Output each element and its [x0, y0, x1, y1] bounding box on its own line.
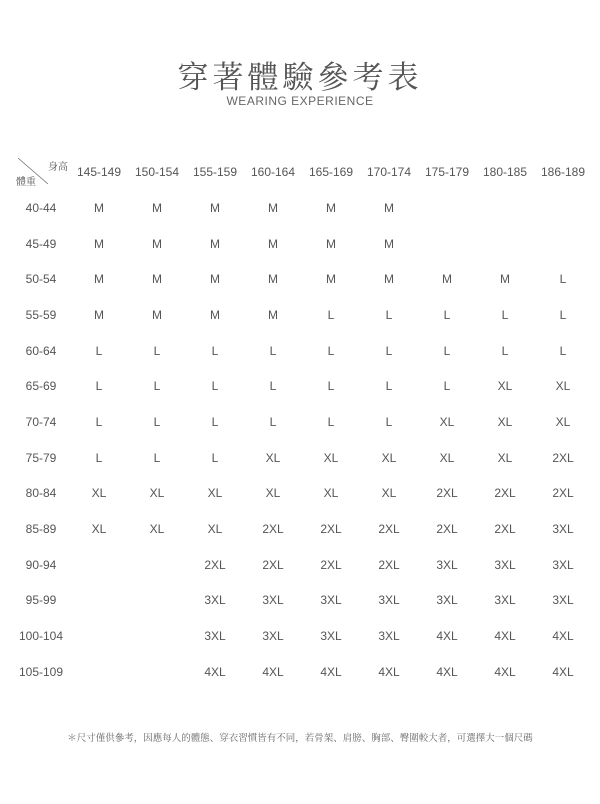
size-cell: M: [210, 200, 220, 215]
weight-label: 55-59: [25, 307, 57, 322]
size-cell: 2XL: [320, 557, 342, 572]
weight-label: 60-64: [25, 343, 57, 358]
size-cell: [128, 618, 186, 654]
size-cell: 2XL: [262, 557, 284, 572]
size-cell: L: [559, 343, 567, 358]
weight-label: 105-109: [18, 664, 64, 679]
size-cell: 2XL: [436, 486, 458, 501]
size-cell: 3XL: [494, 557, 516, 572]
size-cell: L: [95, 379, 103, 394]
size-cell: 3XL: [436, 593, 458, 608]
size-cell: L: [385, 379, 393, 394]
size-cell: XL: [555, 414, 571, 429]
size-cell: XL: [207, 522, 223, 537]
size-cell: 3XL: [552, 593, 574, 608]
size-cell: XL: [265, 486, 281, 501]
size-cell: [128, 654, 186, 690]
size-cell: 4XL: [436, 664, 458, 679]
table-row: [12, 476, 592, 512]
size-cell: L: [501, 343, 509, 358]
size-cell: M: [268, 200, 278, 215]
size-cell: L: [269, 414, 277, 429]
size-cell: M: [384, 236, 394, 251]
weight-label: 70-74: [25, 414, 57, 429]
size-cell: [70, 654, 128, 690]
size-cell: 2XL: [320, 522, 342, 537]
page-title: 穿著體驗參考表: [177, 60, 423, 96]
size-cell: [128, 583, 186, 619]
size-cell: XL: [497, 414, 513, 429]
size-cell: L: [443, 307, 451, 322]
size-cell: [534, 190, 592, 226]
footnote: ＊尺寸僅供參考，因應每人的體態、穿衣習慣皆有不同，若骨架、肩膀、胸部、臀圍較大者，可選擇大一個尺碼: [67, 733, 533, 744]
table-row: [12, 583, 592, 619]
size-cell: 3XL: [378, 629, 400, 644]
weight-axis-label: 體重: [16, 177, 36, 188]
size-cell: M: [94, 236, 104, 251]
size-cell: [476, 226, 534, 262]
height-header: 160-164: [250, 165, 296, 179]
size-cell: M: [210, 272, 220, 287]
table-row: [12, 368, 592, 404]
size-cell: 2XL: [494, 522, 516, 537]
size-cell: L: [153, 450, 161, 465]
size-cell: L: [153, 379, 161, 394]
table-row: [12, 226, 592, 262]
size-cell: L: [327, 307, 335, 322]
size-cell: 2XL: [552, 486, 574, 501]
size-cell: [70, 547, 128, 583]
size-cell: L: [95, 414, 103, 429]
size-cell: XL: [149, 486, 165, 501]
weight-label: 90-94: [25, 557, 57, 572]
size-cell: M: [384, 200, 394, 215]
size-cell: [476, 190, 534, 226]
table-row: [12, 333, 592, 369]
size-cell: L: [211, 379, 219, 394]
size-cell: 4XL: [494, 629, 516, 644]
size-cell: XL: [381, 450, 397, 465]
size-cell: 3XL: [552, 522, 574, 537]
height-header: 165-169: [308, 165, 354, 179]
size-cell: [70, 618, 128, 654]
size-cell: L: [211, 343, 219, 358]
size-cell: XL: [381, 486, 397, 501]
size-cell: M: [94, 307, 104, 322]
size-cell: M: [152, 272, 162, 287]
weight-label: 40-44: [25, 200, 57, 215]
weight-label: 100-104: [18, 629, 64, 644]
size-cell: 4XL: [204, 664, 226, 679]
size-cell: XL: [555, 379, 571, 394]
size-cell: M: [152, 236, 162, 251]
size-cell: 3XL: [436, 557, 458, 572]
height-axis-label: 身高: [48, 162, 68, 173]
size-cell: 4XL: [494, 664, 516, 679]
size-cell: L: [269, 343, 277, 358]
size-cell: 4XL: [552, 664, 574, 679]
size-cell: M: [268, 236, 278, 251]
size-cell: 2XL: [494, 486, 516, 501]
size-cell: M: [94, 200, 104, 215]
header-row: [12, 154, 592, 190]
size-cell: XL: [207, 486, 223, 501]
size-cell: 2XL: [378, 522, 400, 537]
size-cell: 4XL: [320, 664, 342, 679]
size-cell: 3XL: [262, 629, 284, 644]
size-cell: L: [211, 450, 219, 465]
size-cell: XL: [91, 522, 107, 537]
height-header: 170-174: [366, 165, 412, 179]
size-cell: L: [501, 307, 509, 322]
size-cell: [70, 583, 128, 619]
weight-label: 65-69: [25, 379, 57, 394]
height-header: 145-149: [76, 165, 122, 179]
size-cell: L: [327, 343, 335, 358]
size-cell: XL: [91, 486, 107, 501]
size-cell: M: [500, 272, 510, 287]
size-cell: XL: [497, 450, 513, 465]
size-cell: 3XL: [204, 593, 226, 608]
size-cell: XL: [323, 450, 339, 465]
weight-label: 85-89: [25, 522, 57, 537]
table-row: [12, 654, 592, 690]
size-cell: 2XL: [378, 557, 400, 572]
size-cell: 2XL: [204, 557, 226, 572]
height-header: 175-179: [424, 165, 470, 179]
size-cell: 3XL: [494, 593, 516, 608]
size-cell: L: [443, 343, 451, 358]
table-row: [12, 297, 592, 333]
size-cell: 4XL: [378, 664, 400, 679]
size-cell: 4XL: [262, 664, 284, 679]
size-cell: XL: [497, 379, 513, 394]
size-cell: L: [327, 379, 335, 394]
size-cell: 3XL: [320, 629, 342, 644]
size-cell: 4XL: [436, 629, 458, 644]
weight-label: 75-79: [25, 450, 57, 465]
weight-label: 45-49: [25, 236, 57, 251]
table-row: [12, 261, 592, 297]
size-cell: XL: [323, 486, 339, 501]
size-cell: M: [210, 236, 220, 251]
size-cell: XL: [265, 450, 281, 465]
size-cell: L: [269, 379, 277, 394]
size-cell: L: [95, 343, 103, 358]
size-cell: [418, 190, 476, 226]
size-cell: 2XL: [436, 522, 458, 537]
size-cell: M: [326, 200, 336, 215]
weight-label: 95-99: [25, 593, 57, 608]
size-cell: L: [153, 343, 161, 358]
size-cell: M: [268, 307, 278, 322]
size-cell: M: [152, 307, 162, 322]
size-chart-table: [12, 154, 592, 690]
size-cell: L: [385, 307, 393, 322]
size-cell: L: [211, 414, 219, 429]
table-row: [12, 404, 592, 440]
size-cell: 3XL: [378, 593, 400, 608]
size-cell: L: [385, 414, 393, 429]
table-row: [12, 440, 592, 476]
table-row: [12, 190, 592, 226]
size-cell: M: [326, 236, 336, 251]
size-cell: 3XL: [320, 593, 342, 608]
size-cell: XL: [439, 450, 455, 465]
height-header: 180-185: [482, 165, 528, 179]
size-cell: 3XL: [262, 593, 284, 608]
table-row: [12, 547, 592, 583]
size-cell: L: [153, 414, 161, 429]
size-cell: L: [95, 450, 103, 465]
size-cell: XL: [439, 414, 455, 429]
height-header: 155-159: [192, 165, 238, 179]
size-cell: M: [268, 272, 278, 287]
size-cell: L: [559, 272, 567, 287]
height-header: 150-154: [134, 165, 180, 179]
size-chart-body: [12, 190, 592, 690]
size-cell: M: [210, 307, 220, 322]
size-cell: 2XL: [552, 450, 574, 465]
size-cell: L: [443, 379, 451, 394]
size-cell: 2XL: [262, 522, 284, 537]
size-cell: [534, 226, 592, 262]
table-row: [12, 618, 592, 654]
size-cell: L: [559, 307, 567, 322]
size-cell: M: [442, 272, 452, 287]
weight-label: 80-84: [25, 486, 57, 501]
weight-label: 50-54: [25, 272, 57, 287]
size-cell: M: [384, 272, 394, 287]
corner-cell: [12, 154, 70, 190]
size-cell: L: [327, 414, 335, 429]
size-cell: M: [152, 200, 162, 215]
size-cell: 4XL: [552, 629, 574, 644]
size-cell: XL: [149, 522, 165, 537]
height-header: 186-189: [540, 165, 586, 179]
size-cell: M: [326, 272, 336, 287]
size-cell: M: [94, 272, 104, 287]
table-row: [12, 511, 592, 547]
size-cell: [418, 226, 476, 262]
size-cell: 3XL: [552, 557, 574, 572]
size-cell: L: [385, 343, 393, 358]
page-subtitle: WEARING EXPERIENCE: [226, 94, 374, 108]
size-cell: 3XL: [204, 629, 226, 644]
size-cell: [128, 547, 186, 583]
